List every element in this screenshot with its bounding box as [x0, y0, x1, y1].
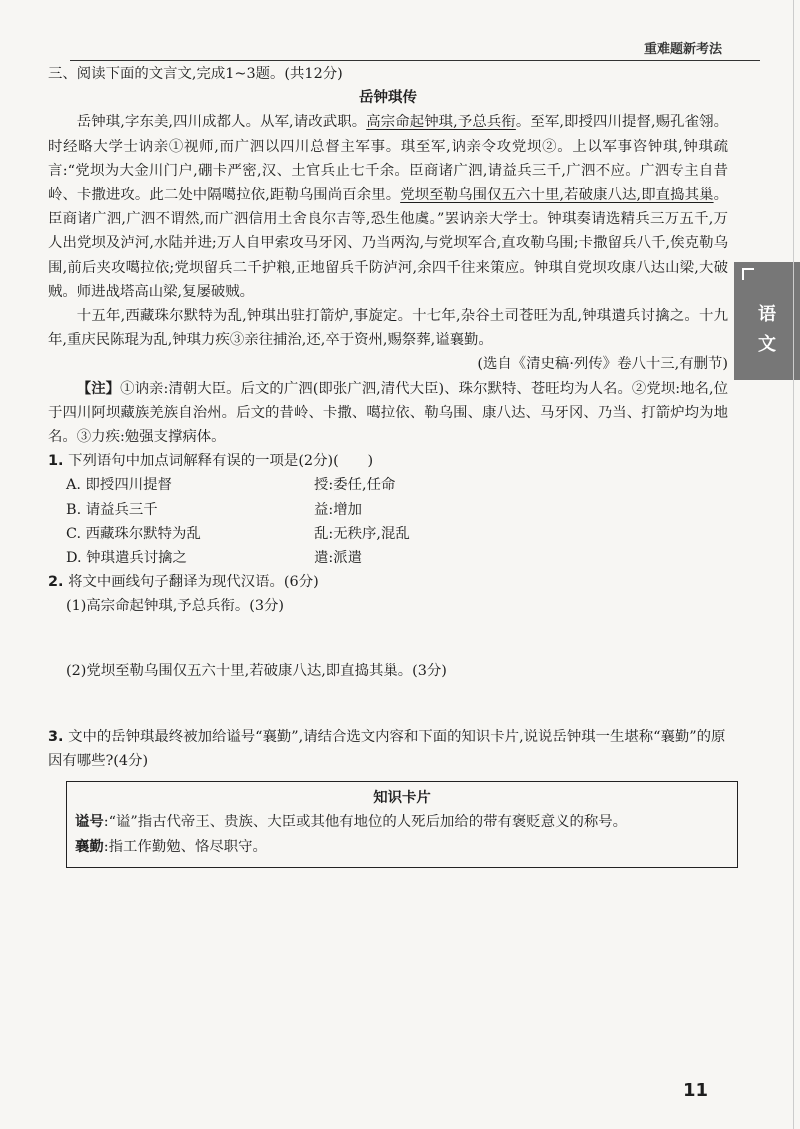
question-number: 1.: [48, 453, 64, 470]
question-1: [48, 449, 728, 473]
note-label: 【注】: [76, 379, 121, 397]
option-a: [66, 473, 728, 497]
option-meaning: 遣:派遣: [314, 550, 363, 567]
card-term: 襄勤: [75, 838, 104, 855]
page-number: 11: [682, 1080, 708, 1101]
option-d: [66, 546, 728, 570]
note-text: ①讷亲:清朝大臣。后文的广泗(即张广泗,清代大臣)、珠尔默特、苍旺均为人名。②党坝:地名,位于四川阿坝藏族羌族自治州。后文的昔岭、卡撒、噶拉依、勒乌围、康八达、马牙冈、乃当、打箭炉均为地名。③力疾:勉强支撑病体。: [48, 380, 728, 446]
question-text: 下列语句中加点词解释有误的一项是(2分)( ): [68, 453, 374, 470]
passage-paragraph-1: [48, 110, 728, 304]
knowledge-card-entry-2: [75, 835, 729, 859]
option-sentence: C. 西藏珠尔默特为乱: [66, 525, 201, 542]
section-heading: 三、阅读下面的文言文,完成1~3题。(共12分): [48, 66, 343, 82]
knowledge-card-title: 知识卡片: [373, 790, 431, 807]
tab-corner-mark: [742, 268, 754, 280]
knowledge-card: [66, 781, 738, 868]
subject-tab-char-1: 语: [758, 304, 776, 325]
notes: [48, 377, 728, 450]
question-2: [48, 570, 728, 594]
running-header: 重难题新考法: [643, 42, 722, 57]
question-2-sub-1: (1)高宗命起钟琪,予总兵衔。(3分): [66, 598, 285, 615]
answer-space: [48, 619, 728, 659]
underlined-sentence-1: 高宗命起钟琪,予总兵衔: [366, 114, 516, 131]
knowledge-card-entry-1: [75, 810, 729, 834]
option-c: [66, 522, 728, 546]
passage-text: 。至军,即授四川提督,赐孔雀翎。时经略大学士讷亲①视师,而广泗以四川总督主军事。琪至军,讷亲令攻党坝②。上以军事咨钟琪,钟琪疏言:“党坝为大金川门户,硼卡严密,汉、土官兵止七千余。臣商诸广泗,请益兵三千,广泗不应。广泗专主自昔岭、卡撒进攻。此二处中隔噶拉依,距勒乌围尚百余里。: [48, 114, 729, 204]
question-2-sub-2: (2)党坝至勒乌围仅五六十里,若破康八达,即直捣其巢。(3分): [66, 662, 447, 679]
option-b: [66, 498, 728, 522]
main-content: [48, 62, 728, 868]
passage-title: 岳钟琪传: [359, 90, 417, 107]
passage-paragraph-2: 十五年,西藏珠尔默特为乱,钟琪出驻打箭炉,事旋定。十七年,杂谷土司苍旺为乱,钟琪遣兵讨擒之。十九年,重庆民陈琨为乱,钟琪力疾③亲往捕治,还,卒于资州,赐祭葬,谥襄勤。: [48, 308, 728, 349]
header-rule: [70, 60, 760, 61]
passage-text: 。臣商诸广泗,广泗不谓然,而广泗信用土舍良尔吉等,恐生他虞。”罢讷亲大学士。钟琪奏请选精兵三万五千,万人出党坝及泸河,水陆并进;万人自甲索攻马牙冈、乃当两沟,与党坝军合,直攻勒乌围;卡撒留兵八千,俟克勒乌围,前后夹攻噶拉依;党坝留兵二千护粮,正地留兵千防泸河,余四千往来策应。钟琪自党坝攻康八达山梁,大破贼。师进战塔高山梁,复屡破贼。: [48, 187, 728, 300]
card-definition: :“谥”指古代帝王、贵族、大臣或其他有地位的人死后加给的带有褒贬意义的称号。: [103, 814, 628, 831]
question-text: 文中的岳钟琪最终被加给谥号“襄勤”,请结合选文内容和下面的知识卡片,说说岳钟琪一生堪称“襄勤”的原因有哪些?(4分): [48, 728, 726, 770]
option-sentence: D. 钟琪遣兵讨擒之: [66, 550, 187, 567]
option-sentence: B. 请益兵三千: [66, 501, 158, 518]
option-meaning: 授:委任,任命: [314, 477, 396, 494]
question-3: [48, 725, 728, 773]
subject-tab: [734, 262, 800, 380]
passage-source: (选自《清史稿·列传》卷八十三,有删节): [477, 356, 728, 373]
page-edge: [793, 0, 794, 1129]
subject-tab-char-2: 文: [758, 334, 776, 355]
question-number: 2.: [48, 574, 64, 591]
card-term: 谥号: [75, 814, 104, 831]
card-definition: :指工作勤勉、恪尽职守。: [103, 838, 267, 855]
underlined-sentence-2: 党坝至勒乌围仅五六十里,若破康八达,即直捣其巢: [400, 187, 714, 204]
option-meaning: 益:增加: [314, 501, 363, 518]
question-text: 将文中画线句子翻译为现代汉语。(6分): [68, 574, 319, 591]
answer-space: [48, 683, 728, 725]
passage-text: 岳钟琪,字东美,四川成都人。从军,请改武职。: [76, 114, 367, 131]
option-sentence: A. 即授四川提督: [66, 477, 172, 494]
option-meaning: 乱:无秩序,混乱: [314, 525, 410, 542]
question-number: 3.: [48, 728, 64, 745]
